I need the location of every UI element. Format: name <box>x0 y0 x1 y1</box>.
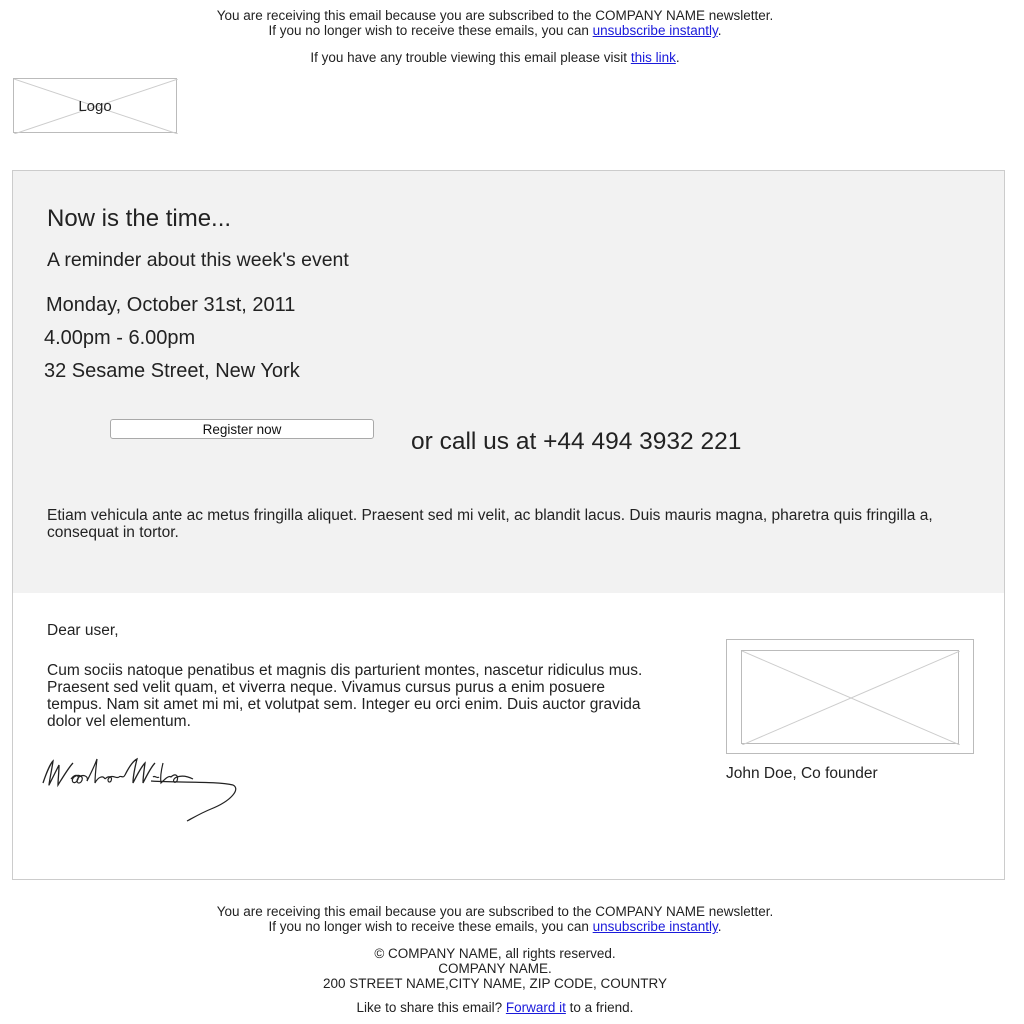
hero-title: Now is the time... <box>47 205 232 232</box>
copyright-line: © COMPANY NAME, all rights reserved. <box>374 946 616 961</box>
letter-body-text: Cum sociis natoque penatibus et magnis dis parturient montes, nascetur ridiculus mus. Praesent sed velit quam, et viverra neque. Vivamus cursus purus a enim posuere tempus. Nam sit amet mi mi, et volutpat sem. Integer eu orci enim. Duis auctor gravida dolor vel elementum. <box>47 662 643 730</box>
founder-photo-inner <box>741 650 959 744</box>
trouble-viewing-notice <box>0 50 990 65</box>
top-notice-line2 <box>0 23 990 38</box>
call-us-phone: or call us at +44 494 3932 221 <box>411 428 742 455</box>
event-time: 4.00pm - 6.00pm <box>44 327 196 349</box>
event-address: 32 Sesame Street, New York <box>44 360 300 382</box>
footer-subscription-notice <box>0 904 990 934</box>
placeholder-cross-icon <box>742 651 960 745</box>
footer-notice-line1: You are receiving this email because you are subscribed to the COMPANY NAME newsletter. <box>216 904 774 919</box>
footer-notice-line2 <box>0 919 990 934</box>
share-suffix: to a friend. <box>565 1000 634 1015</box>
company-name-line: COMPANY NAME. <box>438 961 552 976</box>
top-notice-line2-prefix: If you no longer wish to receive these emails, you can <box>268 23 593 38</box>
top-unsubscribe-link[interactable]: unsubscribe instantly <box>592 23 718 38</box>
founder-photo-placeholder <box>726 639 974 754</box>
hero-subtitle: A reminder about this week's event <box>47 249 349 271</box>
view-in-browser-link[interactable]: this link <box>630 50 676 65</box>
top-notice-line2-suffix: . <box>717 23 722 38</box>
letter-greeting: Dear user, <box>47 622 119 639</box>
signature-image <box>41 757 251 823</box>
register-now-button[interactable]: Register now <box>110 419 374 439</box>
logo-placeholder <box>13 78 177 133</box>
footer-copyright-block <box>0 946 990 991</box>
top-notice-line1: You are receiving this email because you are subscribed to the COMPANY NAME newsletter. <box>216 8 774 23</box>
footer-unsubscribe-link[interactable]: unsubscribe instantly <box>592 919 718 934</box>
top-subscription-notice <box>0 8 990 38</box>
share-email-line <box>0 1000 990 1015</box>
footer-notice-line2-prefix: If you no longer wish to receive these emails, you can <box>268 919 593 934</box>
share-prefix: Like to share this email? <box>356 1000 506 1015</box>
founder-caption: John Doe, Co founder <box>726 765 878 782</box>
footer-notice-line2-suffix: . <box>717 919 722 934</box>
forward-link[interactable]: Forward it <box>505 1000 566 1015</box>
hero-body-text: Etiam vehicula ante ac metus fringilla aliquet. Praesent sed mi velit, ac blandit lacus. Duis mauris magna, pharetra quis fringilla a, consequat in tortor. <box>47 507 933 541</box>
trouble-suffix: . <box>675 50 680 65</box>
event-date: Monday, October 31st, 2011 <box>46 294 296 316</box>
event-hero-section <box>12 170 1005 594</box>
company-address-line: 200 STREET NAME,CITY NAME, ZIP CODE, COUNTRY <box>322 976 668 991</box>
letter-section <box>12 593 1005 880</box>
trouble-prefix: If you have any trouble viewing this email please visit <box>310 50 631 65</box>
logo-label: Logo <box>78 98 112 115</box>
